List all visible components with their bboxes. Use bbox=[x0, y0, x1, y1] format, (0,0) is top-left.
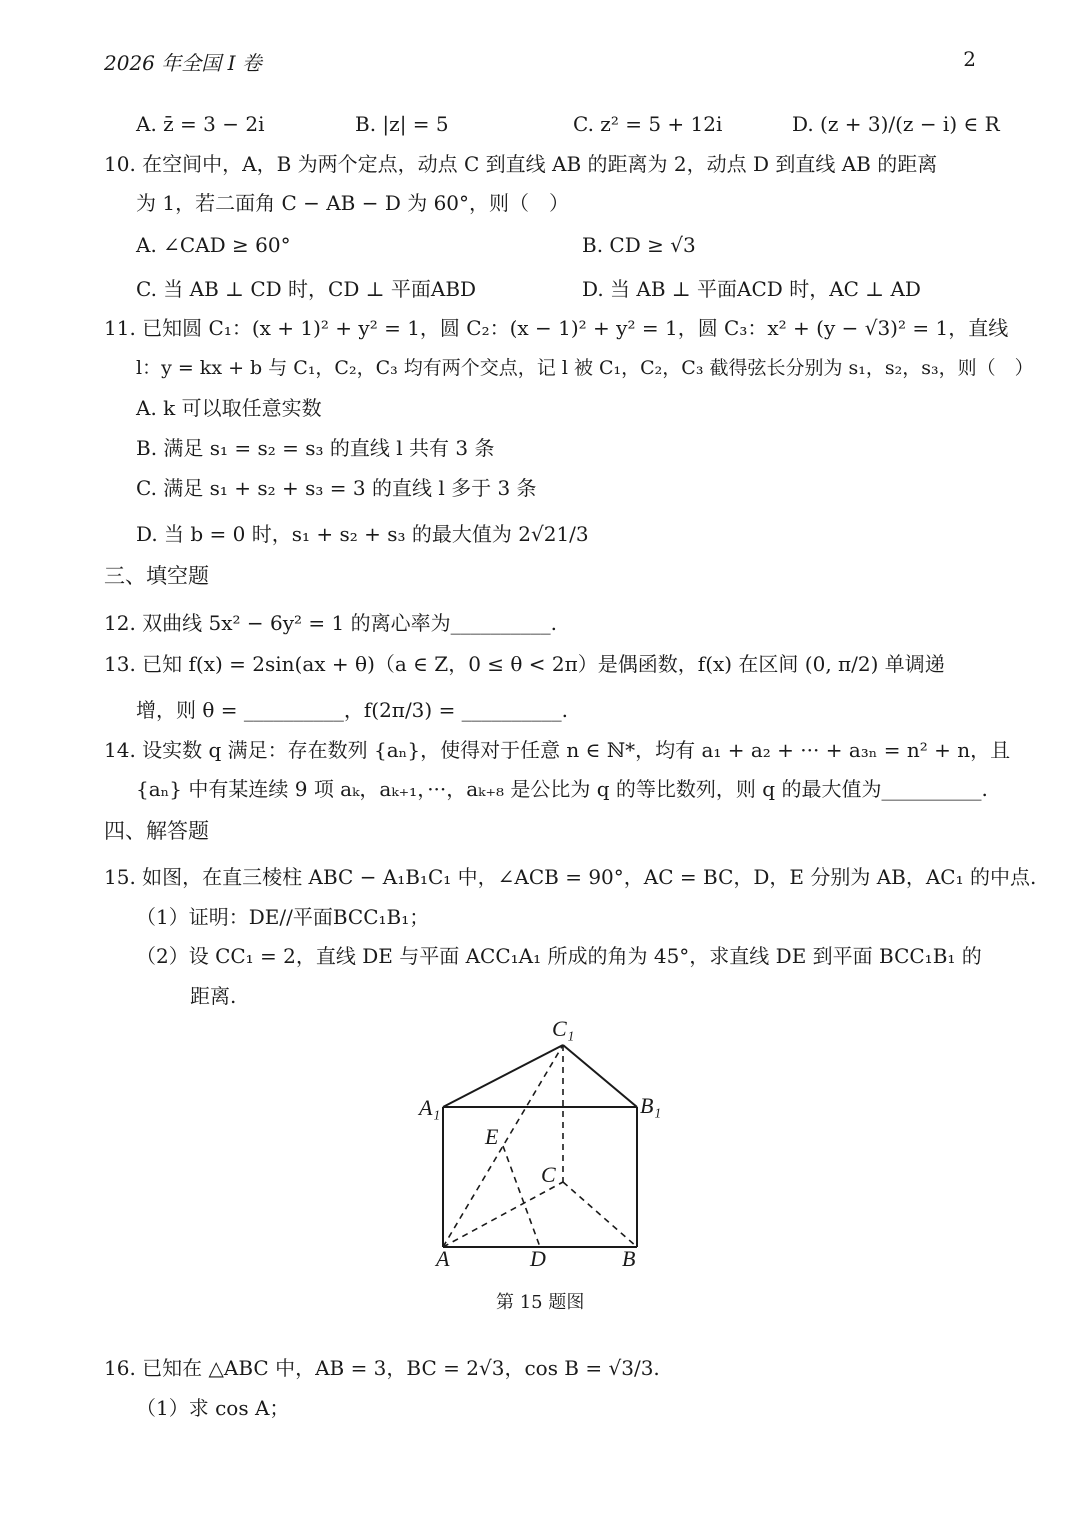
section-fill-in-title: 三、填空题 bbox=[104, 564, 209, 588]
q10-option-d: D. 当 AB ⊥ 平面ACD 时，AC ⊥ AD bbox=[582, 277, 921, 301]
q11-option-a: A. k 可以取任意实数 bbox=[136, 396, 322, 420]
label-e: E bbox=[485, 1124, 499, 1149]
q9-option-b: B. |z| = 5 bbox=[355, 112, 449, 136]
label-d: D bbox=[530, 1246, 546, 1271]
q15-part2-continued: 距离. bbox=[190, 984, 237, 1008]
q16-stem: 16. 已知在 △ABC 中，AB = 3，BC = 2√3，cos B = √3/3. bbox=[104, 1356, 660, 1380]
q14-stem-line1: 14. 设实数 q 满足：存在数列 {aₙ}，使得对于任意 n ∈ ℕ*，均有 a₁ + a₂ + ··· + a₃ₙ = n² + n，且 bbox=[104, 738, 1011, 762]
q13-stem-line1: 13. 已知 f(x) = 2sin(ax + θ)（a ∈ Z，0 ≤ θ < 2π）是偶函数，f(x) 在区间 (0, π/2) 单调递 bbox=[104, 652, 945, 676]
label-b: B bbox=[622, 1246, 636, 1271]
label-c: C bbox=[541, 1162, 556, 1187]
label-a1: A₁ bbox=[419, 1095, 441, 1120]
edge-c1-b1 bbox=[563, 1045, 637, 1107]
q14-stem-line2: {aₙ} 中有某连续 9 项 aₖ，aₖ₊₁，···，aₖ₊₈ 是公比为 q 的等比数列，则 q 的最大值为__________. bbox=[136, 777, 988, 801]
q11-option-c: C. 满足 s₁ + s₂ + s₃ = 3 的直线 l 多于 3 条 bbox=[136, 476, 537, 500]
q10-stem-line2: 为 1，若二面角 C − AB − D 为 60°，则（ ） bbox=[136, 191, 570, 215]
q15-part2: （2）设 CC₁ = 2，直线 DE 与平面 ACC₁A₁ 所成的角为 45°，求直线 DE 到平面 BCC₁B₁ 的 bbox=[136, 944, 982, 968]
section-solution-title: 四、解答题 bbox=[104, 819, 209, 843]
label-a: A bbox=[436, 1246, 450, 1271]
q15-stem: 15. 如图，在直三棱柱 ABC − A₁B₁C₁ 中，∠ACB = 90°，AC = BC，D，E 分别为 AB，AC₁ 的中点. bbox=[104, 865, 1037, 889]
page-header-title: 2026 年全国 I 卷 bbox=[104, 51, 262, 75]
q10-option-a: A. ∠CAD ≥ 60° bbox=[136, 233, 291, 257]
q9-option-a: A. z̄ = 3 − 2i bbox=[136, 112, 265, 136]
q9-option-d: D. (z + 3)/(z − i) ∈ R bbox=[792, 112, 1000, 136]
q11-stem-line1: 11. 已知圆 C₁：(x + 1)² + y² = 1，圆 C₂：(x − 1)² + y² = 1，圆 C₃：x² + (y − √3)² = 1，直线 bbox=[104, 316, 1009, 340]
label-c1: C₁ bbox=[552, 1016, 575, 1041]
segment-e-d bbox=[503, 1146, 540, 1247]
q13-stem-line2: 增，则 θ = __________，f(2π/3) = __________. bbox=[136, 698, 569, 722]
figure-caption: 第 15 题图 bbox=[496, 1292, 585, 1313]
q16-part1: （1）求 cos A； bbox=[136, 1396, 290, 1420]
q10-stem-line1: 10. 在空间中，A，B 为两个定点，动点 C 到直线 AB 的距离为 2，动点 D 到直线 AB 的距离 bbox=[104, 152, 938, 176]
q10-option-b: B. CD ≥ √3 bbox=[582, 233, 696, 257]
q12-stem: 12. 双曲线 5x² − 6y² = 1 的离心率为__________. bbox=[104, 611, 557, 635]
q11-option-d: D. 当 b = 0 时，s₁ + s₂ + s₃ 的最大值为 2√21/3 bbox=[136, 522, 589, 546]
q11-stem-line2: l：y = kx + b 与 C₁，C₂，C₃ 均有两个交点，记 l 被 C₁，C₂，C₃ 截得弦长分别为 s₁，s₂，s₃，则（ ） bbox=[136, 357, 1034, 379]
q9-option-c: C. z² = 5 + 12i bbox=[573, 112, 723, 136]
edge-a-c bbox=[443, 1182, 563, 1247]
q11-option-b: B. 满足 s₁ = s₂ = s₃ 的直线 l 共有 3 条 bbox=[136, 436, 495, 460]
page-number: 2 bbox=[963, 47, 976, 71]
q15-part1: （1）证明：DE//平面BCC₁B₁； bbox=[136, 905, 430, 929]
label-b1: B₁ bbox=[640, 1093, 662, 1118]
q10-option-c: C. 当 AB ⊥ CD 时，CD ⊥ 平面ABD bbox=[136, 277, 477, 301]
edge-c-b bbox=[563, 1182, 637, 1247]
